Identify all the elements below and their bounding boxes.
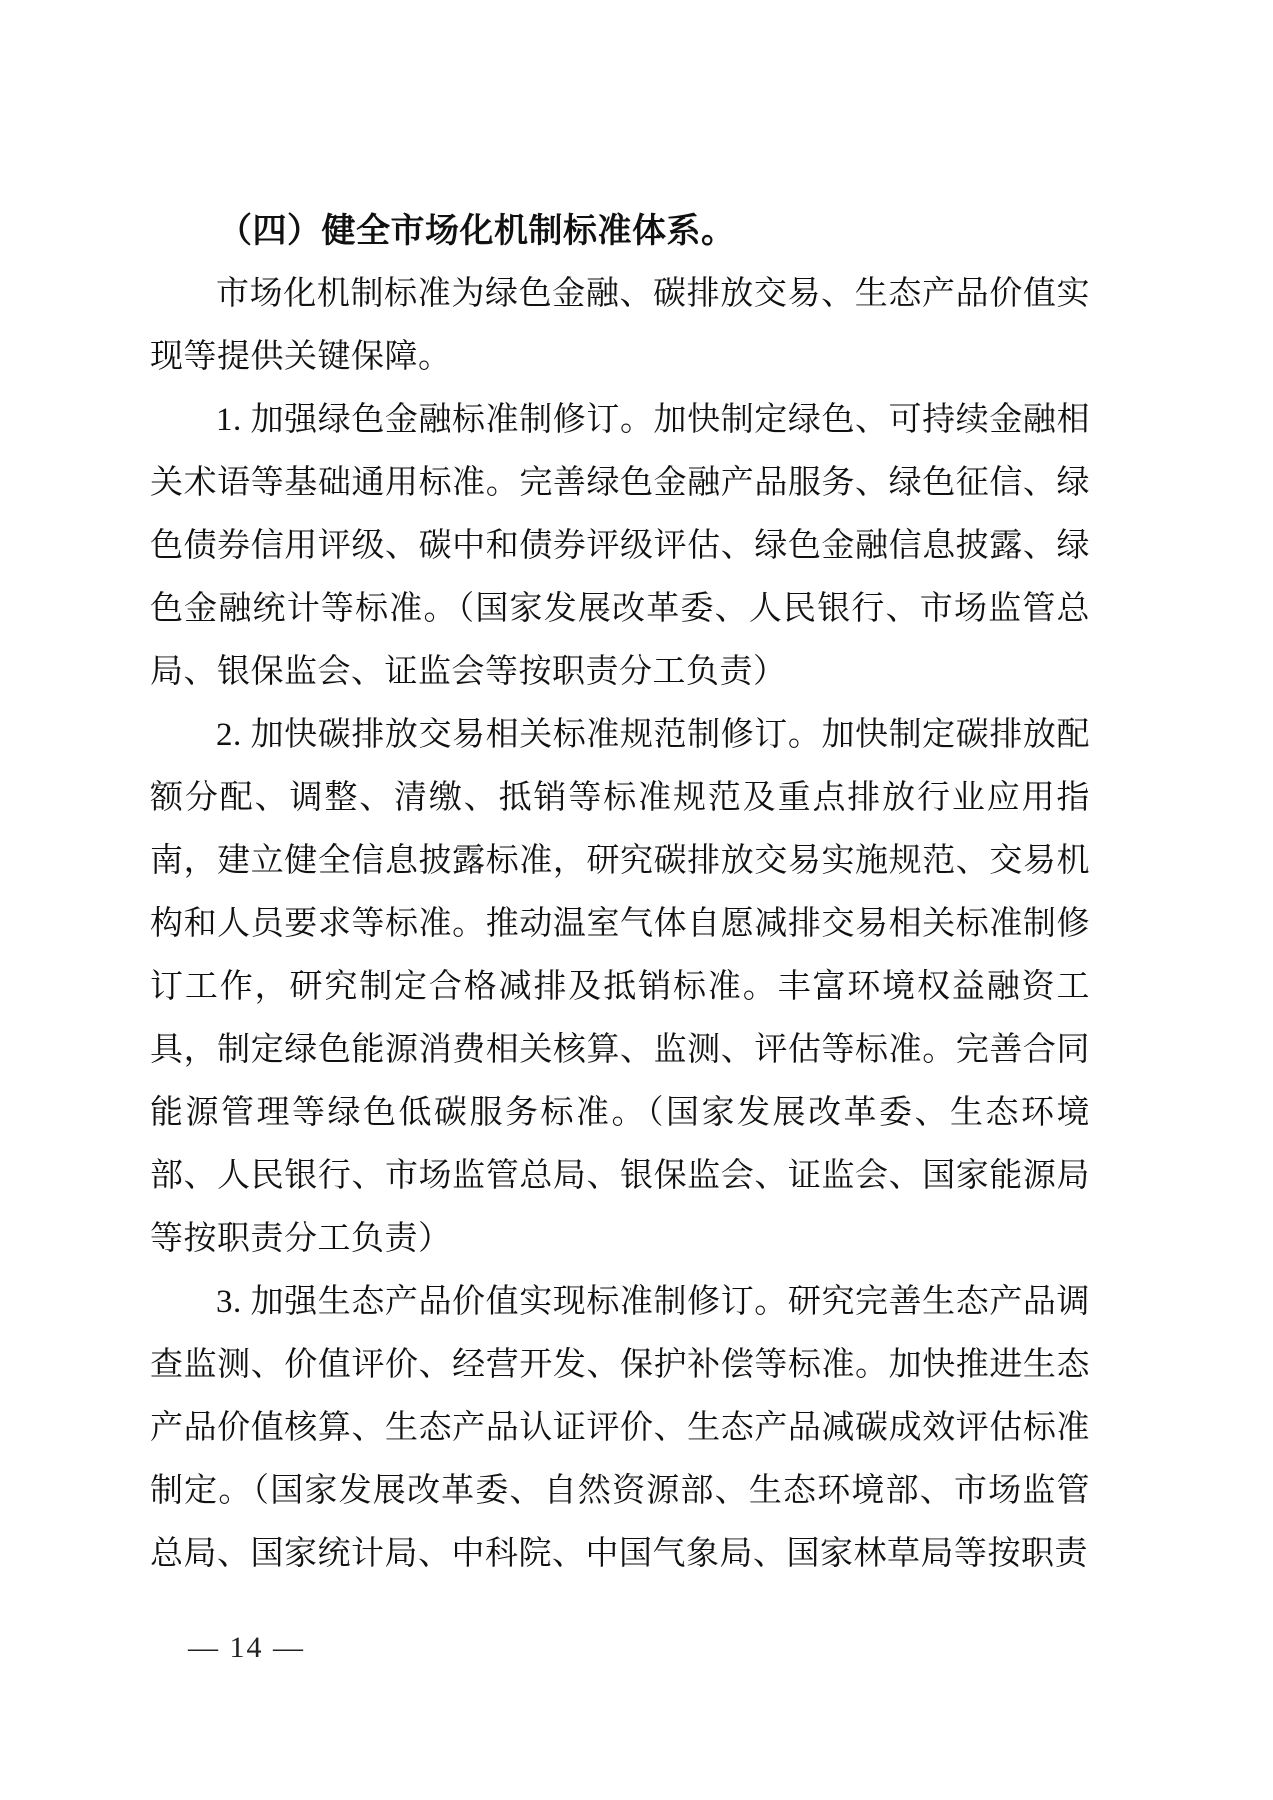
- document-body: [150, 200, 1090, 1586]
- section-heading: （四）健全市场化机制标准体系。: [218, 213, 736, 250]
- paragraph-intro: 市场化机制标准为绿色金融、碳排放交易、生态产品价值实现等提供关键保障。: [150, 276, 1090, 375]
- paragraph-item-1: 1. 加强绿色金融标准制修订。加快制定绿色、可持续金融相关术语等基础通用标准。完善绿色金融产品服务、绿色征信、绿色债券信用评级、碳中和债券评级评估、绿色金融信息披露、绿色金融统计等标准。（国家发展改革委、人民银行、市场监管总局、银保监会、证监会等按职责分工负责）: [150, 402, 1090, 690]
- paragraph-item-3: 3. 加强生态产品价值实现标准制修订。研究完善生态产品调查监测、价值评价、经营开发、保护补偿等标准。加快推进生态产品价值核算、生态产品认证评价、生态产品减碳成效评估标准制定。（国家发展改革委、自然资源部、生态环境部、市场监管总局、国家统计局、中科院、中国气象局、国家林草局等按职责: [150, 1284, 1090, 1572]
- paragraph-item-2: 2. 加快碳排放交易相关标准规范制修订。加快制定碳排放配额分配、调整、清缴、抵销等标准规范及重点排放行业应用指南，建立健全信息披露标准，研究碳排放交易实施规范、交易机构和人员要求等标准。推动温室气体自愿减排交易相关标准制修订工作，研究制定合格减排及抵销标准。丰富环境权益融资工具，制定绿色能源消费相关核算、监测、评估等标准。完善合同能源管理等绿色低碳服务标准。（国家发展改革委、生态环境部、人民银行、市场监管总局、银保监会、证监会、国家能源局等按职责分工负责）: [150, 717, 1090, 1257]
- page-number: — 14 —: [188, 1631, 305, 1664]
